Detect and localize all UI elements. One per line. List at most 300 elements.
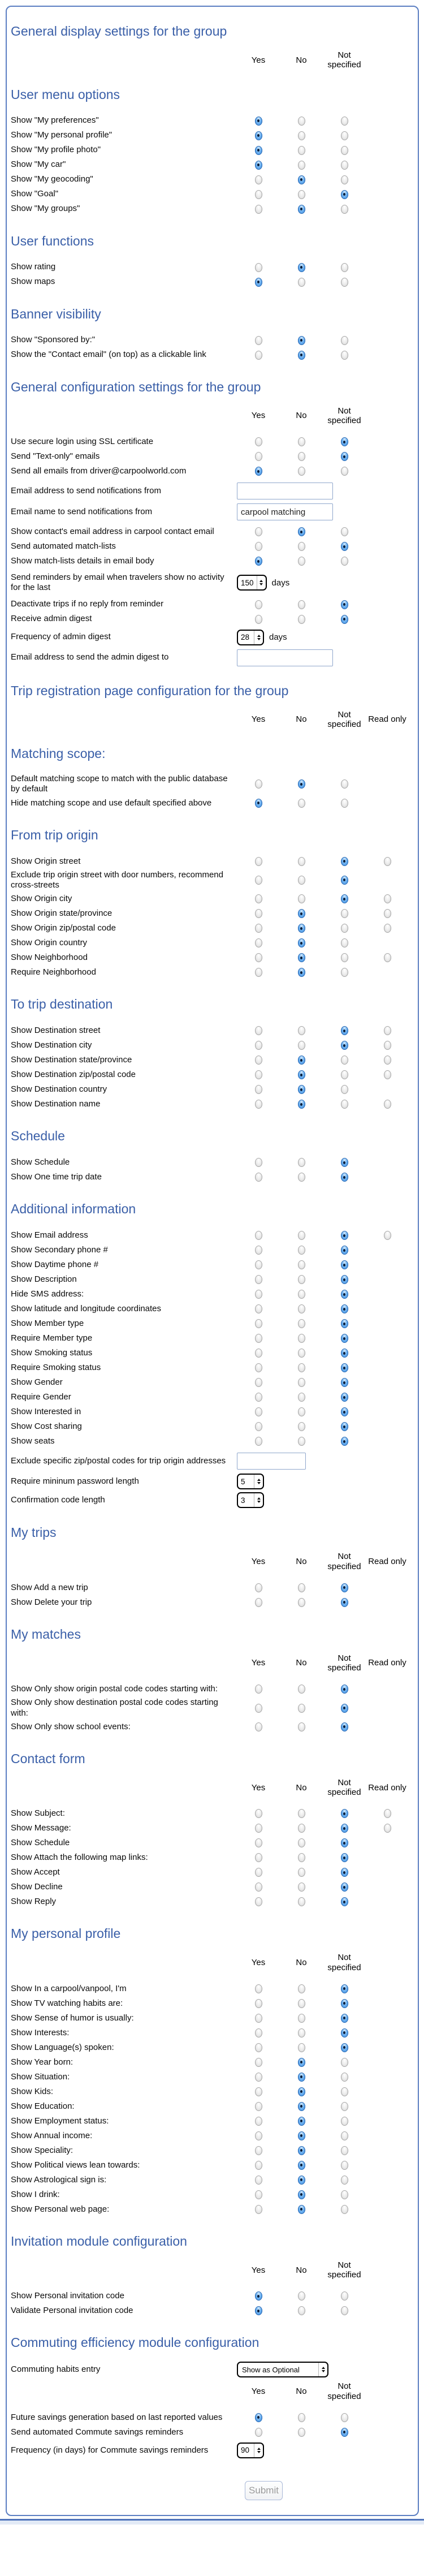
radio-not-specified[interactable] [341, 857, 348, 866]
radio-no[interactable] [298, 600, 305, 609]
radio-not-specified[interactable] [341, 1319, 348, 1328]
number-stepper[interactable] [237, 575, 267, 591]
radio-yes[interactable] [255, 527, 262, 536]
radio-no[interactable] [298, 2073, 305, 2082]
radio-no[interactable] [298, 542, 305, 551]
radio-not-specified[interactable] [341, 1363, 348, 1372]
radio-no[interactable] [298, 467, 305, 476]
radio-yes[interactable] [255, 1304, 262, 1313]
radio-yes[interactable] [255, 117, 262, 126]
radio-cell [323, 1070, 366, 1079]
radio-yes[interactable] [255, 1100, 262, 1109]
radio-not-specified[interactable] [341, 131, 348, 140]
dropdown-select[interactable] [237, 2362, 328, 2377]
radio-yes[interactable] [255, 1883, 262, 1892]
radio-no[interactable] [298, 1070, 305, 1079]
radio-yes[interactable] [255, 938, 262, 947]
radio-not-specified[interactable] [341, 351, 348, 360]
radio-yes[interactable] [255, 1056, 262, 1065]
radio-not-specified[interactable] [341, 1393, 348, 1402]
radio-yes[interactable] [255, 1583, 262, 1592]
radio-no[interactable] [298, 2161, 305, 2170]
radio-yes[interactable] [255, 1246, 262, 1255]
radio-yes[interactable] [255, 351, 262, 360]
radio-yes[interactable] [255, 600, 262, 609]
radio-yes[interactable] [255, 131, 262, 140]
radio-yes[interactable] [255, 2205, 262, 2214]
radio-not-specified[interactable] [341, 2043, 348, 2052]
radio-not-specified[interactable] [341, 1085, 348, 1094]
radio-not-specified[interactable] [341, 1897, 348, 1906]
radio-yes[interactable] [255, 1437, 262, 1446]
radio-no[interactable] [298, 2028, 305, 2037]
radio-yes[interactable] [255, 2428, 262, 2437]
radio-yes[interactable] [255, 205, 262, 214]
radio-no[interactable] [298, 1809, 305, 1818]
radio-not-specified[interactable] [341, 1290, 348, 1299]
radio-no[interactable] [298, 1349, 305, 1358]
radio-yes[interactable] [255, 1085, 262, 1094]
radio-yes[interactable] [255, 175, 262, 184]
radio-yes[interactable] [255, 2131, 262, 2140]
radio-cells [237, 1158, 409, 1167]
radio-yes[interactable] [255, 467, 262, 476]
radio-yes[interactable] [255, 2073, 262, 2082]
radio-no[interactable] [298, 1883, 305, 1892]
radio-no[interactable] [298, 131, 305, 140]
radio-no[interactable] [298, 1868, 305, 1877]
radio-not-specified[interactable] [341, 968, 348, 977]
radio-yes[interactable] [255, 1984, 262, 1993]
radio-no[interactable] [298, 336, 305, 345]
radio-not-specified[interactable] [341, 1246, 348, 1255]
radio-yes[interactable] [255, 2176, 262, 2185]
radio-cell [280, 799, 323, 808]
radio-yes[interactable] [255, 1158, 262, 1167]
radio-not-specified[interactable] [341, 557, 348, 566]
radio-no[interactable] [298, 2058, 305, 2067]
radio-not-specified[interactable] [341, 542, 348, 551]
radio-no[interactable] [298, 1085, 305, 1094]
stepper-arrows-icon[interactable] [254, 1475, 263, 1488]
radio-no[interactable] [298, 1984, 305, 1993]
radio-read-only[interactable] [384, 1056, 391, 1065]
radio-no[interactable] [298, 1304, 305, 1313]
radio-not-specified[interactable] [341, 190, 348, 199]
radio-yes[interactable] [255, 1685, 262, 1694]
radio-not-specified[interactable] [341, 146, 348, 155]
radio-no[interactable] [298, 1437, 305, 1446]
radio-yes[interactable] [255, 1378, 262, 1387]
radio-not-specified[interactable] [341, 2087, 348, 2096]
radio-not-specified[interactable] [341, 779, 348, 789]
radio-not-specified[interactable] [341, 1304, 348, 1313]
radio-read-only[interactable] [384, 1231, 391, 1240]
radio-yes[interactable] [255, 336, 262, 345]
radio-yes[interactable] [255, 542, 262, 551]
radio-not-specified[interactable] [341, 2176, 348, 2185]
stepper-arrows-icon[interactable] [257, 576, 266, 589]
radio-yes[interactable] [255, 1319, 262, 1328]
radio-not-specified[interactable] [341, 1070, 348, 1079]
radio-no[interactable] [298, 1999, 305, 2008]
radio-yes[interactable] [255, 924, 262, 933]
radio-no[interactable] [298, 527, 305, 536]
radio-not-specified[interactable] [341, 1158, 348, 1167]
submit-button[interactable]: Submit [245, 2481, 283, 2500]
radio-no[interactable] [298, 779, 305, 789]
radio-yes[interactable] [255, 2146, 262, 2155]
radio-not-specified[interactable] [341, 1275, 348, 1284]
radio-not-specified[interactable] [341, 2028, 348, 2037]
radio-yes[interactable] [255, 1041, 262, 1050]
radio-not-specified[interactable] [341, 278, 348, 287]
radio-cell [323, 1722, 366, 1731]
radio-not-specified[interactable] [341, 1722, 348, 1731]
radio-not-specified[interactable] [341, 2058, 348, 2067]
radio-cell [323, 2028, 366, 2037]
radio-no[interactable] [298, 351, 305, 360]
radio-not-specified[interactable] [341, 1056, 348, 1065]
radio-yes[interactable] [255, 1868, 262, 1877]
radio-no[interactable] [298, 1393, 305, 1402]
radio-no[interactable] [298, 1173, 305, 1182]
radio-not-specified[interactable] [341, 615, 348, 624]
text-input[interactable] [237, 483, 333, 499]
radio-no[interactable] [298, 1407, 305, 1416]
radio-yes[interactable] [255, 1275, 262, 1284]
radio-yes[interactable] [255, 2161, 262, 2170]
radio-yes[interactable] [255, 161, 262, 170]
radio-not-specified[interactable] [341, 2102, 348, 2111]
radio-not-specified[interactable] [341, 600, 348, 609]
number-stepper[interactable] [237, 630, 264, 645]
radio-yes[interactable] [255, 1407, 262, 1416]
radio-no[interactable] [298, 1897, 305, 1906]
radio-no[interactable] [298, 968, 305, 977]
radio-yes[interactable] [255, 1334, 262, 1343]
radio-not-specified[interactable] [341, 1026, 348, 1035]
radio-no[interactable] [298, 857, 305, 866]
radio-no[interactable] [298, 1246, 305, 1255]
radio-not-specified[interactable] [341, 1407, 348, 1416]
radio-read-only[interactable] [384, 857, 391, 866]
radio-not-specified[interactable] [341, 876, 348, 885]
radio-yes[interactable] [255, 557, 262, 566]
radio-no[interactable] [298, 437, 305, 446]
radio-read-only[interactable] [384, 1100, 391, 1109]
radio-read-only[interactable] [384, 1809, 391, 1818]
radio-not-specified[interactable] [341, 909, 348, 918]
radio-not-specified[interactable] [341, 894, 348, 903]
radio-yes[interactable] [255, 1070, 262, 1079]
radio-no[interactable] [298, 146, 305, 155]
radio-cells [237, 467, 409, 476]
radio-cell [280, 1999, 323, 2008]
radio-no[interactable] [298, 894, 305, 903]
radio-no[interactable] [298, 2190, 305, 2199]
radio-yes[interactable] [255, 876, 262, 885]
radio-not-specified[interactable] [341, 1999, 348, 2008]
radio-read-only[interactable] [384, 1824, 391, 1833]
radio-not-specified[interactable] [341, 205, 348, 214]
radio-yes[interactable] [255, 1598, 262, 1607]
radio-not-specified[interactable] [341, 1173, 348, 1182]
radio-no[interactable] [298, 1275, 305, 1284]
radio-yes[interactable] [255, 615, 262, 624]
radio-cell [366, 894, 409, 903]
stepper-arrows-icon[interactable] [318, 2363, 327, 2376]
stepper-arrows-icon[interactable] [254, 631, 263, 644]
radio-no[interactable] [298, 1260, 305, 1269]
radio-yes[interactable] [255, 1349, 262, 1358]
radio-no[interactable] [298, 924, 305, 933]
radio-yes[interactable] [255, 1897, 262, 1906]
radio-no[interactable] [298, 938, 305, 947]
radio-not-specified[interactable] [341, 1598, 348, 1607]
radio-not-specified[interactable] [341, 1437, 348, 1446]
radio-not-specified[interactable] [341, 1231, 348, 1240]
radio-yes[interactable] [255, 2087, 262, 2096]
number-stepper[interactable] [237, 1492, 264, 1508]
radio-not-specified[interactable] [341, 175, 348, 184]
radio-yes[interactable] [255, 857, 262, 866]
radio-no[interactable] [298, 1685, 305, 1694]
radio-no[interactable] [298, 1041, 305, 1050]
radio-no[interactable] [298, 263, 305, 272]
radio-no[interactable] [298, 190, 305, 199]
radio-yes[interactable] [255, 2190, 262, 2199]
radio-read-only[interactable] [384, 924, 391, 933]
radio-no[interactable] [298, 953, 305, 962]
radio-no[interactable] [298, 2413, 305, 2422]
radio-not-specified[interactable] [341, 1378, 348, 1387]
radio-yes[interactable] [255, 1026, 262, 1035]
radio-not-specified[interactable] [341, 1853, 348, 1862]
setting-row [9, 1097, 416, 1112]
radio-yes[interactable] [255, 2306, 262, 2315]
radio-read-only[interactable] [384, 953, 391, 962]
radio-no[interactable] [298, 1158, 305, 1167]
radio-not-specified[interactable] [341, 2131, 348, 2140]
radio-read-only[interactable] [384, 894, 391, 903]
radio-no[interactable] [298, 2306, 305, 2315]
radio-yes[interactable] [255, 1363, 262, 1372]
radio-yes[interactable] [255, 1838, 262, 1847]
radio-no[interactable] [298, 2014, 305, 2023]
radio-no[interactable] [298, 1422, 305, 1431]
radio-no[interactable] [298, 1704, 305, 1713]
radio-no[interactable] [298, 799, 305, 808]
radio-not-specified[interactable] [341, 1334, 348, 1343]
radio-not-specified[interactable] [341, 1041, 348, 1050]
radio-no[interactable] [298, 1231, 305, 1240]
radio-not-specified[interactable] [341, 2291, 348, 2301]
radio-not-specified[interactable] [341, 2306, 348, 2315]
radio-no[interactable] [298, 1583, 305, 1592]
radio-not-specified[interactable] [341, 437, 348, 446]
radio-yes[interactable] [255, 1704, 262, 1713]
radio-no[interactable] [298, 2102, 305, 2111]
radio-yes[interactable] [255, 1393, 262, 1402]
radio-not-specified[interactable] [341, 1868, 348, 1877]
radio-not-specified[interactable] [341, 2146, 348, 2155]
radio-yes[interactable] [255, 968, 262, 977]
radio-not-specified[interactable] [341, 2190, 348, 2199]
text-input[interactable] [237, 649, 333, 666]
radio-yes[interactable] [255, 452, 262, 461]
radio-yes[interactable] [255, 1722, 262, 1731]
radio-yes[interactable] [255, 953, 262, 962]
radio-yes[interactable] [255, 1173, 262, 1182]
radio-not-specified[interactable] [341, 2073, 348, 2082]
radio-not-specified[interactable] [341, 2428, 348, 2437]
radio-no[interactable] [298, 1853, 305, 1862]
radio-no[interactable] [298, 278, 305, 287]
radio-cell [323, 2205, 366, 2214]
radio-no[interactable] [298, 557, 305, 566]
radio-no[interactable] [298, 1838, 305, 1847]
radio-not-specified[interactable] [341, 1583, 348, 1592]
radio-yes[interactable] [255, 437, 262, 446]
radio-yes[interactable] [255, 1231, 262, 1240]
row-label: Show contact's email address in carpool contact email [11, 526, 214, 536]
radio-yes[interactable] [255, 2058, 262, 2067]
radio-yes[interactable] [255, 1809, 262, 1818]
next-section-top-border [0, 2519, 424, 2525]
radio-not-specified[interactable] [341, 336, 348, 345]
radio-not-specified[interactable] [341, 1824, 348, 1833]
radio-no[interactable] [298, 909, 305, 918]
radio-cell [237, 1407, 280, 1416]
radio-no[interactable] [298, 1598, 305, 1607]
radio-no[interactable] [298, 1378, 305, 1387]
radio-not-specified[interactable] [341, 527, 348, 536]
radio-yes[interactable] [255, 190, 262, 199]
radio-not-specified[interactable] [341, 938, 348, 947]
radio-yes[interactable] [255, 2043, 262, 2052]
radio-not-specified[interactable] [341, 1883, 348, 1892]
radio-no[interactable] [298, 1290, 305, 1299]
radio-no[interactable] [298, 205, 305, 214]
radio-not-specified[interactable] [341, 1422, 348, 1431]
radio-no[interactable] [298, 2146, 305, 2155]
radio-not-specified[interactable] [341, 263, 348, 272]
radio-not-specified[interactable] [341, 1838, 348, 1847]
column-header-cells [237, 710, 409, 730]
radio-yes[interactable] [255, 1422, 262, 1431]
setting-row [9, 1257, 416, 1272]
radio-not-specified[interactable] [341, 1260, 348, 1269]
radio-not-specified[interactable] [341, 1349, 348, 1358]
radio-read-only[interactable] [384, 909, 391, 918]
radio-not-specified[interactable] [341, 1685, 348, 1694]
radio-read-only[interactable] [384, 1026, 391, 1035]
number-stepper[interactable] [237, 1474, 264, 1489]
radio-yes[interactable] [255, 894, 262, 903]
radio-yes[interactable] [255, 2413, 262, 2422]
radio-not-specified[interactable] [341, 2117, 348, 2126]
radio-yes[interactable] [255, 1290, 262, 1299]
radio-no[interactable] [298, 1056, 305, 1065]
radio-not-specified[interactable] [341, 1984, 348, 1993]
row-label: Deactivate trips if no reply from reminder [11, 599, 164, 609]
text-input[interactable] [237, 1453, 306, 1470]
radio-not-specified[interactable] [341, 953, 348, 962]
text-input[interactable] [237, 503, 333, 520]
radio-not-specified[interactable] [341, 2413, 348, 2422]
radio-yes[interactable] [255, 1824, 262, 1833]
stepper-arrows-icon[interactable] [254, 1493, 263, 1507]
radio-no[interactable] [298, 1363, 305, 1372]
radio-no[interactable] [298, 2087, 305, 2096]
radio-yes[interactable] [255, 278, 262, 287]
radio-not-specified[interactable] [341, 452, 348, 461]
radio-no[interactable] [298, 1100, 305, 1109]
radio-no[interactable] [298, 2043, 305, 2052]
radio-yes[interactable] [255, 2102, 262, 2111]
radio-no[interactable] [298, 876, 305, 885]
radio-no[interactable] [298, 2428, 305, 2437]
radio-not-specified[interactable] [341, 161, 348, 170]
radio-yes[interactable] [255, 2291, 262, 2301]
radio-cell [237, 1378, 280, 1387]
radio-yes[interactable] [255, 779, 262, 789]
radio-no[interactable] [298, 2117, 305, 2126]
radio-yes[interactable] [255, 263, 262, 272]
number-stepper[interactable] [237, 2443, 264, 2458]
radio-no[interactable] [298, 615, 305, 624]
radio-yes[interactable] [255, 1853, 262, 1862]
radio-no[interactable] [298, 1026, 305, 1035]
radio-not-specified[interactable] [341, 1809, 348, 1818]
radio-read-only[interactable] [384, 1070, 391, 1079]
radio-cell [280, 2028, 323, 2037]
radio-yes[interactable] [255, 2028, 262, 2037]
radio-no[interactable] [298, 175, 305, 184]
radio-not-specified[interactable] [341, 924, 348, 933]
radio-yes[interactable] [255, 799, 262, 808]
radio-no[interactable] [298, 452, 305, 461]
radio-no[interactable] [298, 1722, 305, 1731]
radio-not-specified[interactable] [341, 467, 348, 476]
radio-no[interactable] [298, 2291, 305, 2301]
radio-not-specified[interactable] [341, 2205, 348, 2214]
radio-not-specified[interactable] [341, 1704, 348, 1713]
radio-no[interactable] [298, 1334, 305, 1343]
radio-yes[interactable] [255, 1260, 262, 1269]
radio-not-specified[interactable] [341, 1100, 348, 1109]
stepper-arrows-icon[interactable] [254, 2444, 263, 2457]
radio-no[interactable] [298, 161, 305, 170]
radio-yes[interactable] [255, 2117, 262, 2126]
radio-yes[interactable] [255, 1999, 262, 2008]
radio-not-specified[interactable] [341, 117, 348, 126]
radio-no[interactable] [298, 2131, 305, 2140]
radio-no[interactable] [298, 117, 305, 126]
radio-no[interactable] [298, 2176, 305, 2185]
radio-no[interactable] [298, 1319, 305, 1328]
radio-yes[interactable] [255, 909, 262, 918]
radio-yes[interactable] [255, 2014, 262, 2023]
radio-no[interactable] [298, 2205, 305, 2214]
radio-not-specified[interactable] [341, 2161, 348, 2170]
radio-no[interactable] [298, 1824, 305, 1833]
radio-read-only[interactable] [384, 1041, 391, 1050]
radio-not-specified[interactable] [341, 2014, 348, 2023]
radio-yes[interactable] [255, 146, 262, 155]
radio-not-specified[interactable] [341, 799, 348, 808]
